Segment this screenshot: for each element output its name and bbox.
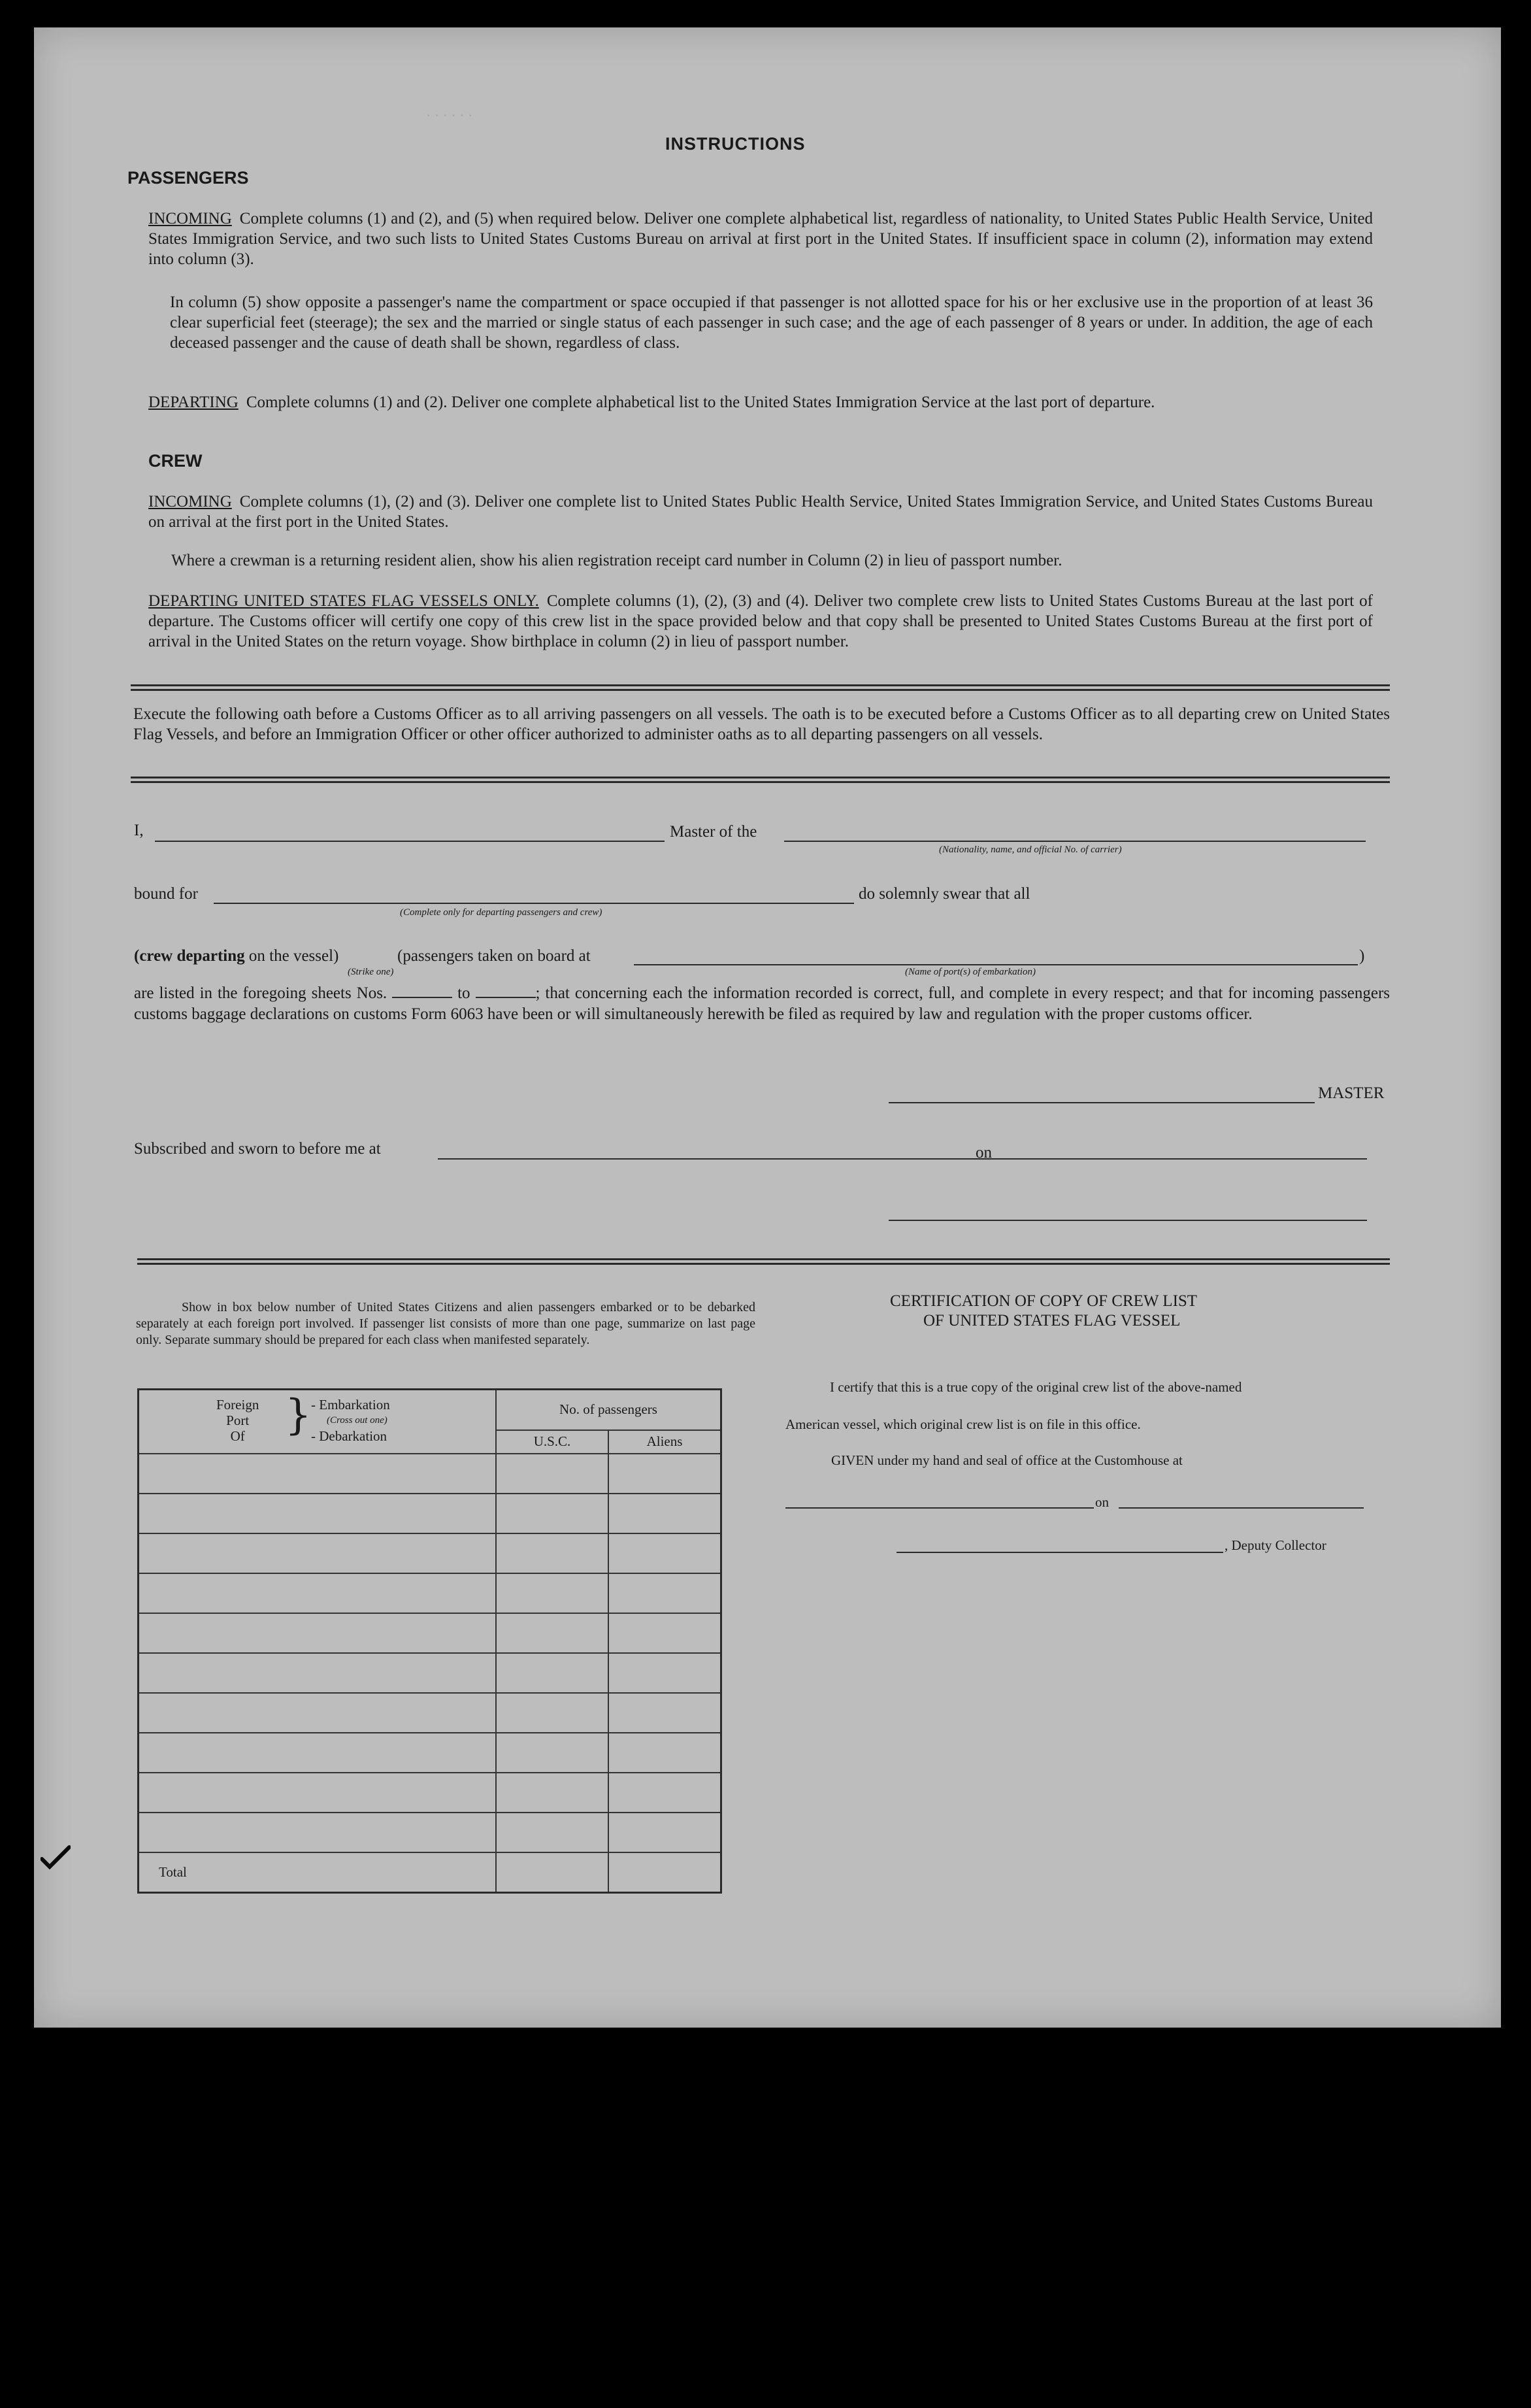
usc-cell[interactable] [496,1573,608,1613]
cert-on-label: on [1095,1494,1109,1510]
aliens-cell[interactable] [608,1573,721,1613]
summary-instructions: Show in box below number of United States Citizens and alien passengers embarked or to be debarked separately at each foreign port involved. If passenger list consists of more than one page, summarize on last page only. Separate summary should be prepared for each class when manifested separately. [136,1300,755,1347]
aliens-header: Aliens [608,1430,721,1454]
to-label: to [457,984,470,1002]
crew-incoming-text: Complete columns (1), (2) and (3). Deliver one complete list to United States Public Health Service, United States Immigration Service, and United States Customs Bureau on arrival at the first port in the United States. [148,493,1373,531]
carrier-field[interactable] [784,841,1366,842]
cert-date-field[interactable] [1119,1507,1364,1509]
crew-departing-text: Complete columns (1), (2), (3) and (4). Deliver two complete crew lists to United States Customs Bureau at the last port of departure. The Customs officer will certify one copy of this crew list in the space provided below and that copy shall be presented to United States Customs Bureau at the first port of arrival in the United States on the return voyage. Show birthplace in column (2) in lieu of passport number. [148,592,1373,650]
table-row [139,1653,721,1693]
aliens-cell[interactable] [608,1533,721,1573]
sheet-to-field[interactable] [476,984,536,998]
close-paren: ) [1359,947,1365,965]
table-row [139,1733,721,1773]
carrier-note: (Nationality, name, and official No. of carrier) [939,844,1122,855]
passengers-departing-lead: DEPARTING [148,393,239,411]
sheet-from-field[interactable] [392,984,452,998]
debarkation-label: - Debarkation [311,1428,387,1444]
total-usc-cell[interactable] [496,1852,608,1893]
total-label: Total [139,1852,497,1893]
usc-cell[interactable] [496,1653,608,1693]
ports-note: (Name of port(s) of embarkation) [905,967,1036,977]
of-label: Of [230,1428,245,1444]
crew-departing-paragraph [148,591,1373,652]
usc-cell[interactable] [496,1693,608,1733]
deputy-collector-label: , Deputy Collector [1225,1537,1326,1553]
port-cell[interactable] [139,1813,497,1852]
usc-cell[interactable] [496,1613,608,1653]
master-label: MASTER [1318,1084,1385,1102]
embarkation-label: - Embarkation [311,1397,390,1413]
column5-paragraph: In column (5) show opposite a passenger's name the compartment or space occupied if that passenger is not allotted space for his or her exclusive use in the proportion of at least 36 clear superficial feet (steerage); the sex and the married or single status of each passenger in such case; and the age of each passenger of 8 years or under. In addition, the age of each deceased passenger and the cause of death shall be shown, regardless of class. [170,293,1373,352]
usc-header: U.S.C. [496,1430,608,1454]
passengers-heading: PASSENGERS [127,168,249,188]
port-cell[interactable] [139,1693,497,1733]
section-divider [131,777,1390,783]
crew-incoming-lead: INCOMING [148,493,232,510]
oath-intro: Execute the following oath before a Customs Officer as to all arriving passengers on all vessels. The oath is to be executed before a Customs Officer as to all departing crew on United States Flag Vessels, and before an Immigration Officer or other officer authorized to administer oaths as to all departing passengers on all vessels. [133,705,1390,743]
table-row [139,1813,721,1852]
form-sheet [34,27,1501,2028]
crew-departing-lead: DEPARTING UNITED STATES FLAG VESSELS ONLY. [148,592,539,610]
bleed-through-text: · · · · · · [426,107,473,124]
foreign-label: Foreign [216,1397,259,1413]
aliens-cell[interactable] [608,1454,721,1494]
usc-cell[interactable] [496,1733,608,1773]
aliens-cell[interactable] [608,1773,721,1813]
given-line: GIVEN under my hand and seal of office at the Customhouse at [831,1452,1183,1468]
port-cell[interactable] [139,1653,497,1693]
port-cell[interactable] [139,1494,497,1533]
passenger-summary-table [137,1388,722,1894]
certification-title-2: OF UNITED STATES FLAG VESSEL [923,1312,1181,1329]
aliens-cell[interactable] [608,1613,721,1653]
passengers-incoming-text: Complete columns (1) and (2), and (5) when required below. Deliver one complete alphabetical list, regardless of nationality, to United States Public Health Service, United States Immigration Service, and two such lists to United States Customs Bureau on arrival at first port in the United States. If insufficient space in column (2), information may extend into column (3). [148,210,1373,268]
no-of-passengers-header: No. of passengers [496,1390,721,1430]
crew-departing-label: (crew departing [134,947,245,965]
strike-one-note: (Strike one) [348,967,394,977]
certify-line-1: I certify that this is a true copy of the original crew list of the above-named [830,1379,1242,1395]
listed-statement [134,983,1390,1025]
usc-cell[interactable] [496,1494,608,1533]
crew-incoming-paragraph [148,492,1373,532]
instructions-title: INSTRUCTIONS [665,134,806,154]
usc-cell[interactable] [496,1454,608,1494]
section-divider [131,684,1390,691]
passengers-taken-option[interactable]: (passengers taken on board at [397,947,591,965]
usc-cell[interactable] [496,1813,608,1852]
aliens-cell[interactable] [608,1733,721,1773]
table-row [139,1454,721,1494]
port-cell[interactable] [139,1733,497,1773]
crew-departing-option[interactable] [134,947,338,965]
master-of-the-label: Master of the [670,823,757,841]
aliens-cell[interactable] [608,1813,721,1852]
customhouse-field[interactable] [785,1507,1094,1509]
cross-out-note: (Cross out one) [327,1415,387,1426]
subscribed-on-label: on [976,1144,992,1162]
summary-body [139,1454,721,1852]
swear-text: do solemnly swear that all [859,885,1030,903]
table-row [139,1573,721,1613]
officer-signature-field[interactable] [889,1220,1367,1221]
port-cell[interactable] [139,1573,497,1613]
table-row [139,1613,721,1653]
passengers-departing-text: Complete columns (1) and (2). Deliver one complete alphabetical list to the United States Immigration Service at the last port of departure. [246,393,1155,411]
listed-text-1: are listed in the foregoing sheets Nos. [134,984,387,1002]
embarkation-ports-field[interactable] [634,964,1358,965]
deputy-signature-field[interactable] [897,1552,1223,1553]
table-row [139,1533,721,1573]
table-row [139,1494,721,1533]
crew-heading: CREW [148,451,203,471]
bound-for-field[interactable] [214,903,854,904]
handwritten-check-icon [41,1845,71,1871]
aliens-cell[interactable] [608,1494,721,1533]
bound-for-note: (Complete only for departing passengers and crew) [400,907,602,918]
port-cell[interactable] [139,1613,497,1653]
port-cell[interactable] [139,1773,497,1813]
usc-cell[interactable] [496,1533,608,1573]
port-cell[interactable] [139,1454,497,1494]
certification-title-1: CERTIFICATION OF COPY OF CREW LIST [890,1292,1198,1310]
port-header [139,1390,497,1454]
port-cell[interactable] [139,1533,497,1573]
subscribed-label: Subscribed and sworn to before me at [134,1140,381,1158]
certify-line-2: American vessel, which original crew list is on file in this office. [785,1416,1141,1432]
passengers-incoming-paragraph [148,209,1373,269]
listed-text-2: ; that concerning each the information recorded is correct, full, and complete in every respect; and that for incoming passengers customs baggage declarations on customs Form 6063 have been or will simultaneously herewith be filed as required by law and regulation with the proper customs officer. [134,984,1390,1023]
subscribed-place-field[interactable] [438,1158,1001,1160]
bound-for-label: bound for [134,885,198,903]
passengers-departing-paragraph [148,392,1373,412]
master-signature-field[interactable] [889,1102,1315,1103]
section-divider [137,1258,1390,1265]
subscribed-date-field[interactable] [998,1158,1367,1160]
oath-i-label: I, [134,822,144,839]
passengers-incoming-lead: INCOMING [148,210,232,227]
on-the-vessel-label: on the vessel) [248,947,339,965]
aliens-cell[interactable] [608,1653,721,1693]
master-name-field[interactable] [155,841,665,842]
crew-resident-paragraph: Where a crewman is a returning resident alien, show his alien registration receipt card number in Column (2) in lieu of passport number. [171,552,1062,569]
port-label: Port [226,1413,250,1428]
total-aliens-cell[interactable] [608,1852,721,1893]
table-row [139,1773,721,1813]
usc-cell[interactable] [496,1773,608,1813]
aliens-cell[interactable] [608,1693,721,1733]
table-row [139,1693,721,1733]
brace-icon: } [285,1391,312,1439]
